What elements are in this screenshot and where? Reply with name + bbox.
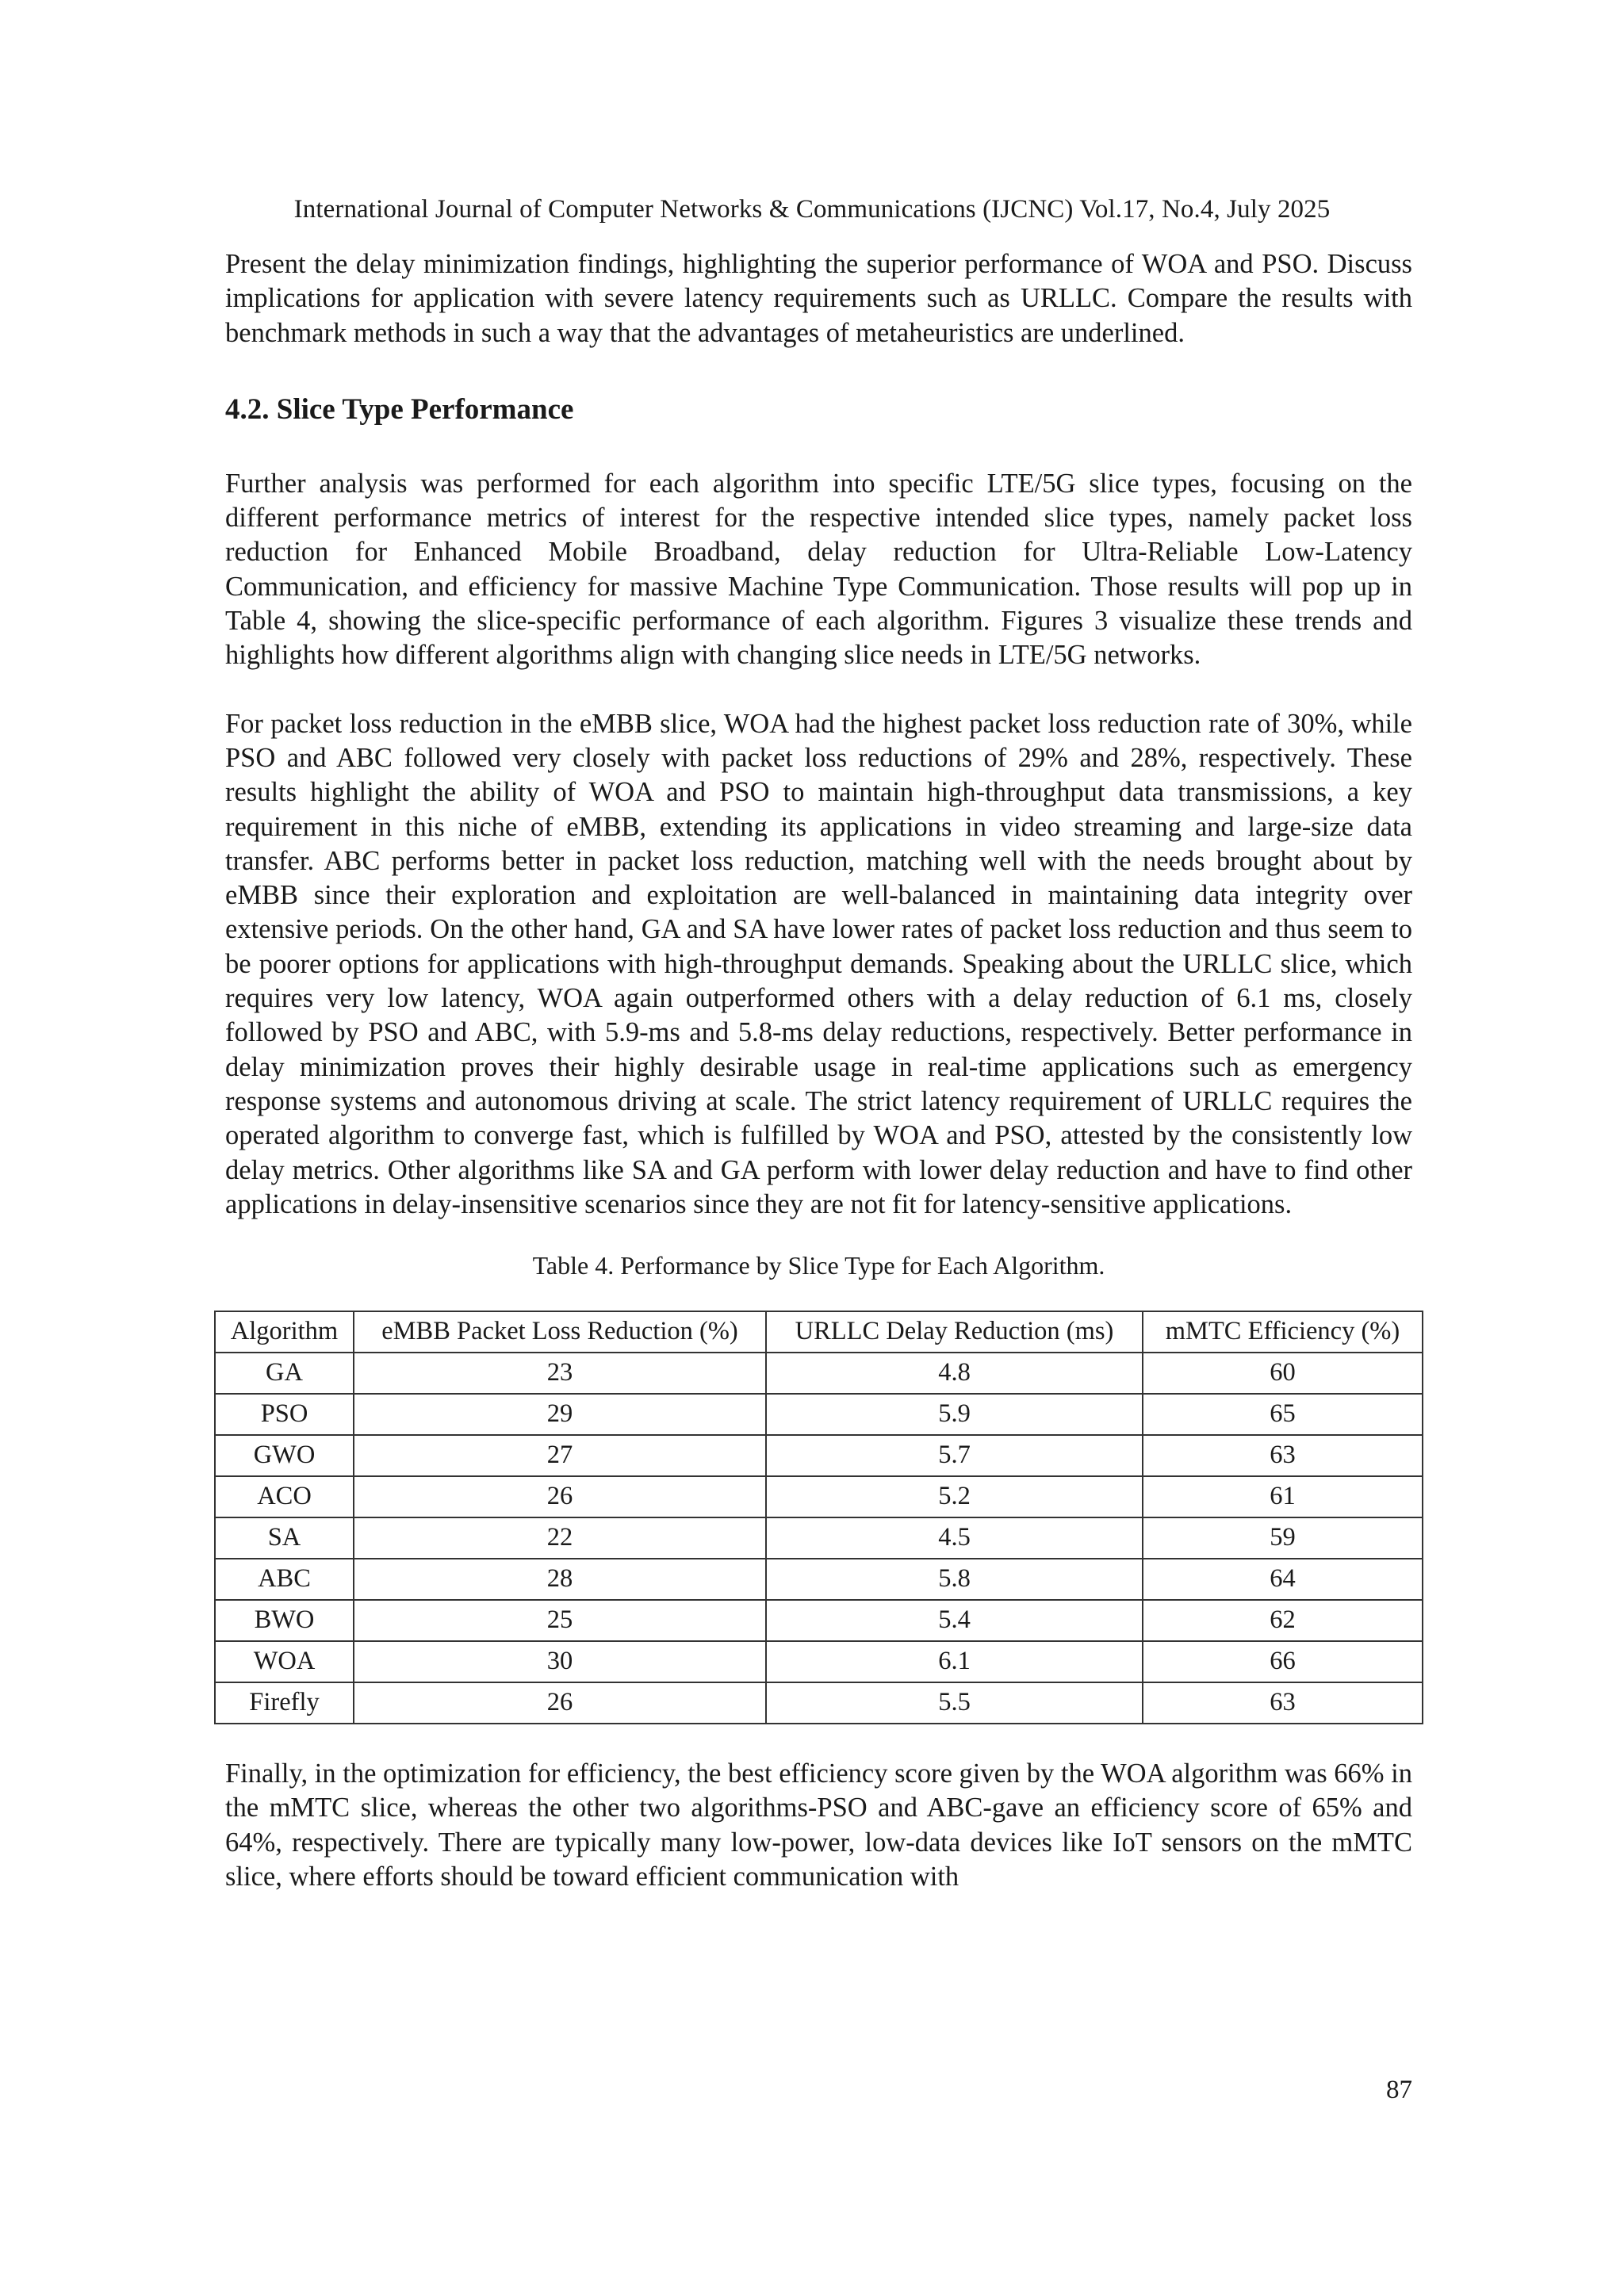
cell-algorithm: ABC	[215, 1559, 354, 1600]
body-paragraph-1: Further analysis was performed for each algorithm into specific LTE/5G slice types, focusing on the different performance metrics of interest for the respective intended slice types, namely packet loss reduction for Enhanced Mobile Broadband, delay reduction for Ultra-Reliable Low-Latency Communication, and efficiency for massive Machine Type Communication. Those results will pop up in Table 4, showing the slice-specific performance of each algorithm. Figures 3 visualize these trends and highlights how different algorithms align with changing slice needs in LTE/5G networks.	[225, 468, 1412, 671]
cell-urllc: 5.9	[766, 1394, 1143, 1435]
section-heading: 4.2. Slice Type Performance	[225, 392, 574, 426]
cell-embb: 26	[354, 1682, 766, 1724]
table-row	[215, 1559, 1423, 1600]
paragraph-gap	[225, 673, 1412, 707]
table-row	[215, 1353, 1423, 1394]
cell-mmtc: 60	[1143, 1353, 1423, 1394]
cell-mmtc: 61	[1143, 1476, 1423, 1517]
page-body	[225, 247, 1412, 1894]
cell-embb: 26	[354, 1476, 766, 1517]
cell-mmtc: 65	[1143, 1394, 1423, 1435]
cell-algorithm: GA	[215, 1353, 354, 1394]
page-number: 87	[1386, 2076, 1412, 2104]
column-header-mmtc: mMTC Efficiency (%)	[1143, 1311, 1423, 1353]
cell-embb: 28	[354, 1559, 766, 1600]
cell-mmtc: 63	[1143, 1435, 1423, 1476]
column-header-urllc: URLLC Delay Reduction (ms)	[766, 1311, 1143, 1353]
cell-algorithm: SA	[215, 1517, 354, 1559]
column-header-embb: eMBB Packet Loss Reduction (%)	[354, 1311, 766, 1353]
cell-algorithm: Firefly	[215, 1682, 354, 1724]
cell-embb: 22	[354, 1517, 766, 1559]
table-row	[215, 1641, 1423, 1682]
cell-urllc: 5.5	[766, 1682, 1143, 1724]
table-row	[215, 1476, 1423, 1517]
cell-algorithm: GWO	[215, 1435, 354, 1476]
cell-urllc: 5.7	[766, 1435, 1143, 1476]
table-row	[215, 1517, 1423, 1559]
cell-urllc: 5.4	[766, 1600, 1143, 1641]
cell-embb: 30	[354, 1641, 766, 1682]
results-table	[214, 1311, 1423, 1724]
table-row	[215, 1394, 1423, 1435]
cell-urllc: 4.8	[766, 1353, 1143, 1394]
intro-paragraph: Present the delay minimization findings, highlighting the superior performance of WOA and PSO. Discuss implications for application with severe latency requirements such as URLLC. Compare the results with benchmark methods in such a way that the advantages of metaheuristics are underlined.	[225, 249, 1412, 348]
cell-mmtc: 59	[1143, 1517, 1423, 1559]
table-row	[215, 1682, 1423, 1724]
cell-urllc: 4.5	[766, 1517, 1143, 1559]
body-paragraph-2: For packet loss reduction in the eMBB slice, WOA had the highest packet loss reduction rate of 30%, while PSO and ABC followed very closely with packet loss reductions of 29% and 28%, respectively. These results highlight the ability of WOA and PSO to maintain high-throughput data transmissions, a key requirement in this niche of eMBB, extending its applications in video streaming and large-size data transfer. ABC performs better in packet loss reduction, matching well with the needs brought about by eMBB since their exploration and exploitation are well-balanced in maintaining data integrity over extensive periods. On the other hand, GA and SA have lower rates of packet loss reduction and thus seem to be poorer options for applications with high-throughput demands. Speaking about the URLLC slice, which requires very low latency, WOA again outperformed others with a delay reduction of 6.1 ms, closely followed by PSO and ABC, with 5.9-ms and 5.8-ms delay reductions, respectively. Better performance in delay minimization proves their highly desirable usage in real-time applications such as emergency response systems and autonomous driving at scale. The strict latency requirement of URLLC requires the operated algorithm to converge fast, which is fulfilled by WOA and PSO, attested by the consistently low delay metrics. Other algorithms like SA and GA perform with lower delay reduction and have to find other applications in delay-insensitive scenarios since they are not fit for latency-sensitive applications.	[225, 708, 1412, 1219]
cell-urllc: 6.1	[766, 1641, 1143, 1682]
cell-algorithm: BWO	[215, 1600, 354, 1641]
cell-algorithm: WOA	[215, 1641, 354, 1682]
cell-embb: 29	[354, 1394, 766, 1435]
cell-mmtc: 62	[1143, 1600, 1423, 1641]
cell-algorithm: PSO	[215, 1394, 354, 1435]
cell-mmtc: 66	[1143, 1641, 1423, 1682]
cell-embb: 27	[354, 1435, 766, 1476]
body-paragraph-3: Finally, in the optimization for efficiency, the best efficiency score given by the WOA algorithm was 66% in the mMTC slice, whereas the other two algorithms-PSO and ABC-gave an efficiency score of 65% and 64%, respectively. There are typically many low-power, low-data devices like IoT sensors on the mMTC slice, where efforts should be toward efficient communication with	[225, 1758, 1412, 1892]
table-caption: Table 4. Performance by Slice Type for Each Algorithm.	[532, 1251, 1105, 1280]
cell-embb: 25	[354, 1600, 766, 1641]
cell-urllc: 5.8	[766, 1559, 1143, 1600]
cell-urllc: 5.2	[766, 1476, 1143, 1517]
cell-mmtc: 64	[1143, 1559, 1423, 1600]
column-header-algorithm: Algorithm	[215, 1311, 354, 1353]
cell-embb: 23	[354, 1353, 766, 1394]
table-header-row	[215, 1311, 1423, 1353]
table-row	[215, 1600, 1423, 1641]
cell-mmtc: 63	[1143, 1682, 1423, 1724]
table-row	[215, 1435, 1423, 1476]
running-header: International Journal of Computer Networks & Communications (IJCNC) Vol.17, No.4, July 2025	[293, 195, 1331, 224]
cell-algorithm: ACO	[215, 1476, 354, 1517]
